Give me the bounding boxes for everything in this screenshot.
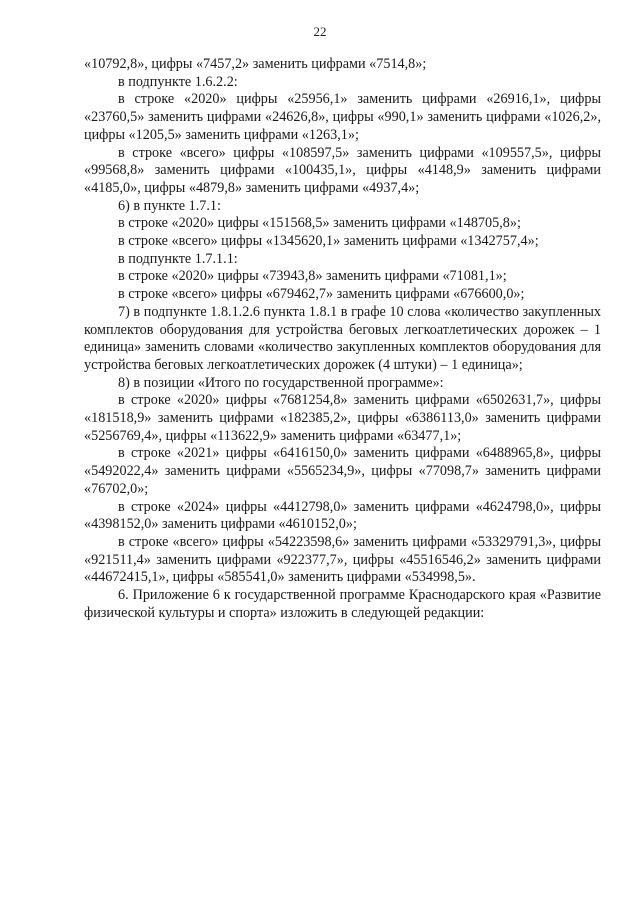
page-number: 22 — [313, 24, 327, 39]
paragraph: в строке «всего» цифры «54223598,6» заменить цифрами «53329791,3», цифры «921511,4» заменить цифрами «922377,7», цифры «45516546,2» заменить цифрами «44672415,1», цифры «585541,0» заменить цифрами «534998,5». — [84, 533, 601, 586]
paragraph: 8) в позиции «Итого по государственной программе»: — [118, 374, 444, 391]
paragraph: в строке «2020» цифры «7681254,8» заменить цифрами «6502631,7», цифры «181518,9» заменить цифрами «182385,2», цифры «6386113,0» заменить цифрами «5256769,4», цифры «113622,9» заменить цифрами «63477,1»; — [84, 392, 601, 444]
paragraph: 6) в пункте 1.7.1: — [118, 197, 221, 214]
paragraph: в подпункте 1.6.2.2: — [118, 73, 238, 90]
paragraph: в строке «всего» цифры «108597,5» заменить цифрами «109557,5», цифры «99568,8» заменить цифрами «100435,1», цифры «4148,9» заменить цифрами «4185,0», цифры «4879,8» заменить цифрами «4937,4»; — [84, 144, 601, 196]
paragraph: в строке «всего» цифры «1345620,1» заменить цифрами «1342757,4»; — [118, 233, 539, 250]
paragraph: 7) в подпункте 1.8.1.2.6 пункта 1.8.1 в графе 10 слова «количество закупленных комплектов оборудования для устройства беговых легкоатлетических дорожек – 1 единица» заменить словами «количество закупленных комплектов оборудования для устройства беговых легкоатлетических дорожек (4 штуки) – 1 единица»; — [84, 303, 601, 373]
paragraph: в строке «всего» цифры «679462,7» заменить цифрами «676600,0»; — [118, 286, 525, 303]
paragraph: в строке «2020» цифры «25956,1» заменить цифрами «26916,1», цифры «23760,5» заменить цифрами «24626,8», цифры «990,1» заменить цифрами «1026,2», цифры «1205,5» заменить цифрами «1263,1»; — [84, 91, 601, 143]
paragraph: «10792,8», цифры «7457,2» заменить цифрами «7514,8»; — [84, 56, 427, 72]
document-body — [84, 56, 601, 623]
paragraph: 6. Приложение 6 к государственной программе Краснодарского края «Развитие физической культуры и спорта» изложить в следующей редакции: — [84, 587, 601, 621]
paragraph: в строке «2021» цифры «6416150,0» заменить цифрами «6488965,8», цифры «5492022,4» заменить цифрами «5565234,9», цифры «77098,7» заменить цифрами «76702,0»; — [84, 445, 601, 497]
paragraph: в строке «2024» цифры «4412798,0» заменить цифрами «4624798,0», цифры «4398152,0» заменить цифрами «4610152,0»; — [84, 498, 601, 533]
paragraph: в строке «2020» цифры «151568,5» заменить цифрами «148705,8»; — [118, 215, 521, 232]
paragraph: в подпункте 1.7.1.1: — [118, 250, 238, 267]
paragraph: в строке «2020» цифры «73943,8» заменить цифрами «71081,1»; — [118, 268, 507, 285]
